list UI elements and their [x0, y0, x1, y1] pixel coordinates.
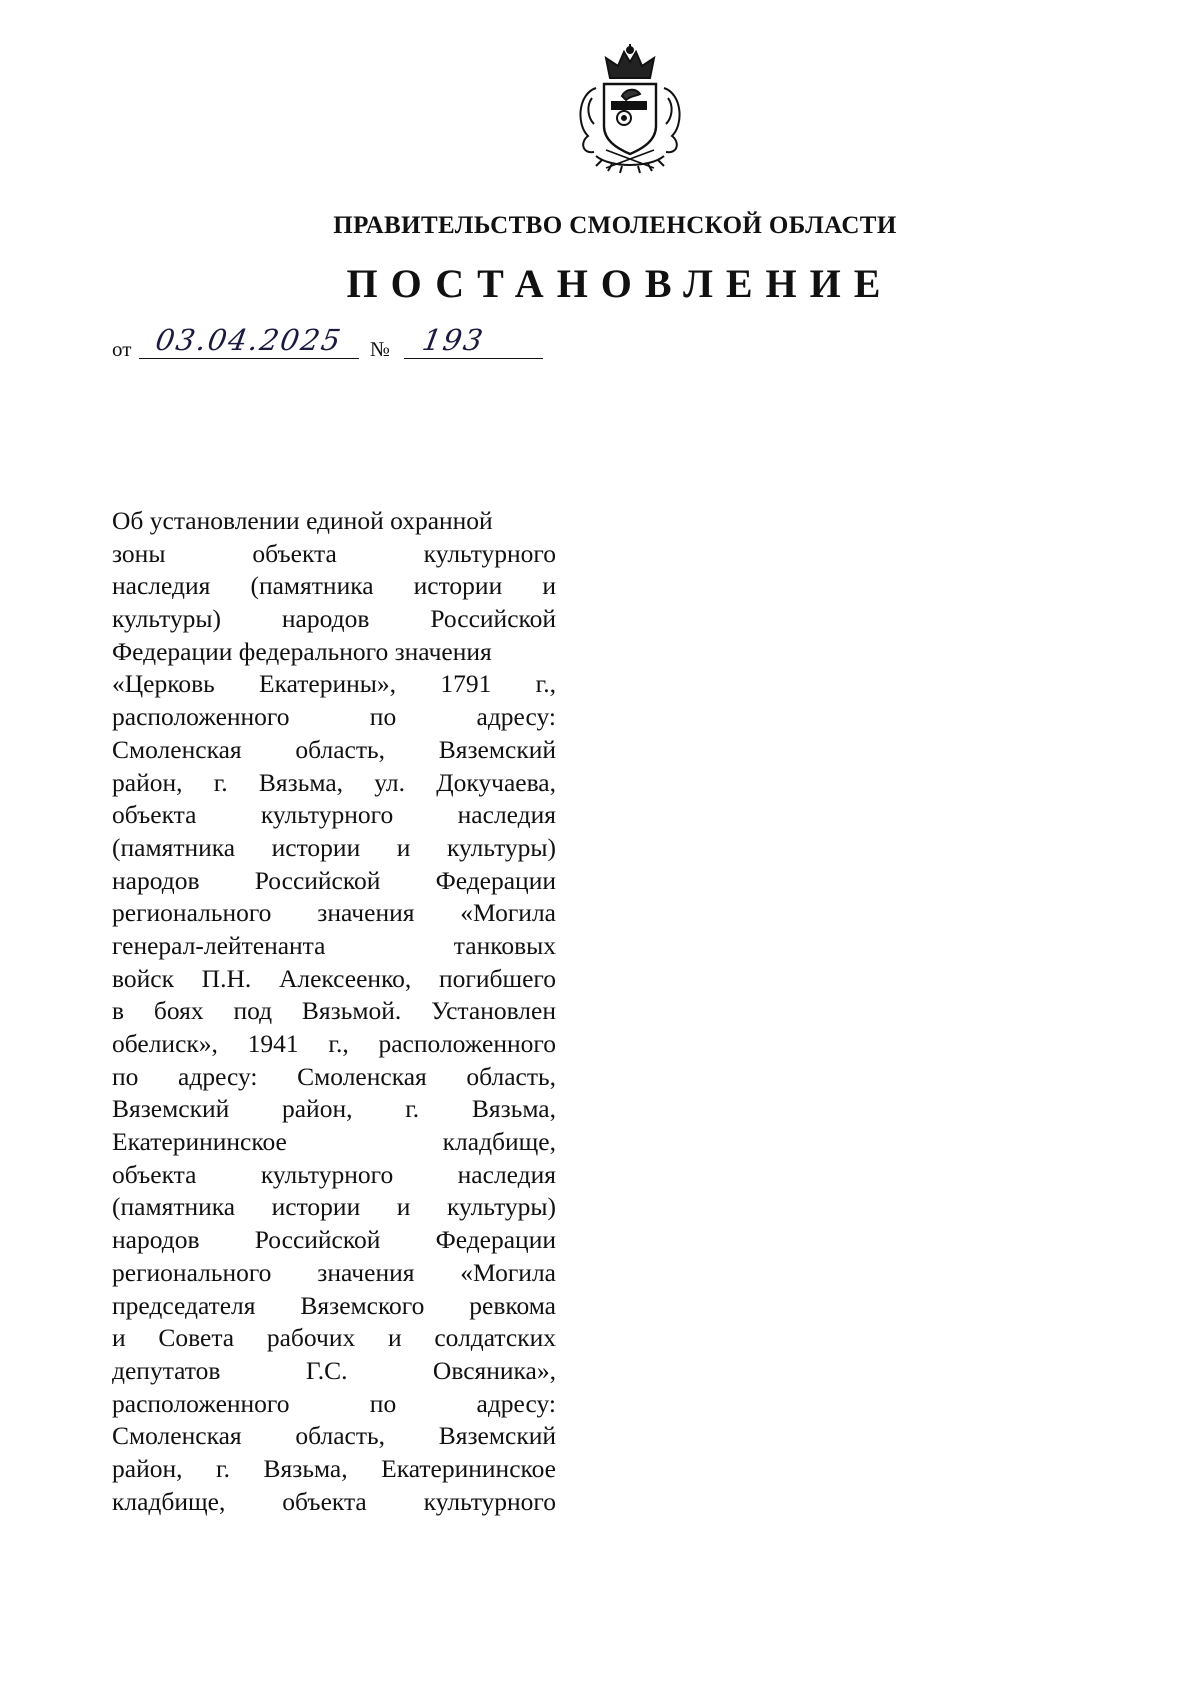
title-line: народов Российской Федерации	[112, 1225, 556, 1255]
date-label: от	[112, 337, 132, 361]
title-line: председателя Вяземского ревкома	[112, 1290, 556, 1320]
title-line: генерал-лейтенанта танковых	[112, 930, 556, 960]
coat-of-arms-emblem	[566, 44, 694, 174]
title-line: кладбище, объекта культурного	[112, 1486, 556, 1516]
organization-name: ПРАВИТЕЛЬСТВО СМОЛЕНСКОЙ ОБЛАСТИ	[333, 212, 897, 239]
title-line: по адресу: Смоленская область,	[112, 1061, 556, 1091]
title-line: расположенного по адресу:	[112, 1388, 556, 1418]
title-line: Федерации федерального значения	[112, 636, 492, 666]
title-line: обелиск», 1941 г., расположенного	[112, 1029, 556, 1058]
document-type-heading: ПОСТАНОВЛЕНИЕ	[346, 261, 894, 306]
handwritten-date: 03.04.2025	[152, 323, 346, 357]
title-line: (памятника истории и культуры)	[112, 832, 556, 862]
title-line: культуры) народов Российской	[112, 604, 556, 634]
number-label: №	[370, 337, 391, 361]
title-line: народов Российской Федерации	[112, 865, 556, 895]
title-line: расположенного по адресу:	[112, 702, 556, 732]
title-line: (памятника истории и культуры)	[112, 1192, 556, 1222]
number-field	[404, 325, 543, 359]
title-line: Екатерининское кладбище,	[112, 1127, 556, 1157]
title-line: район, г. Вязьма, Екатерининское	[112, 1453, 556, 1483]
title-line: Об установлении единой охранной	[112, 506, 493, 535]
title-line: район, г. Вязьма, ул. Докучаева,	[112, 767, 556, 797]
title-line: объекта культурного наследия	[112, 800, 556, 830]
title-line: Смоленская область, Вяземский	[112, 1421, 556, 1451]
title-line: зоны объекта культурного	[112, 538, 556, 568]
registration-line	[112, 325, 552, 365]
title-line: регионального значения «Могила	[112, 1257, 556, 1287]
title-line: Смоленская область, Вяземский	[112, 734, 556, 764]
title-line: Вяземский район, г. Вязьма,	[112, 1094, 556, 1124]
title-line: и Совета рабочих и солдатских	[112, 1323, 556, 1353]
title-line: объекта культурного наследия	[112, 1159, 556, 1189]
document-title	[112, 505, 556, 1518]
date-field	[139, 325, 359, 359]
title-line: регионального значения «Могила	[112, 898, 556, 928]
title-line: депутатов Г.С. Овсяника»,	[112, 1355, 556, 1385]
handwritten-number: 193	[419, 323, 488, 357]
title-line: в боях под Вязьмой. Установлен	[112, 996, 556, 1026]
title-line: наследия (памятника истории и	[112, 571, 556, 601]
title-line: «Церковь Екатерины», 1791 г.,	[112, 669, 556, 699]
title-line: войск П.Н. Алексеенко, погибшего	[112, 963, 556, 993]
